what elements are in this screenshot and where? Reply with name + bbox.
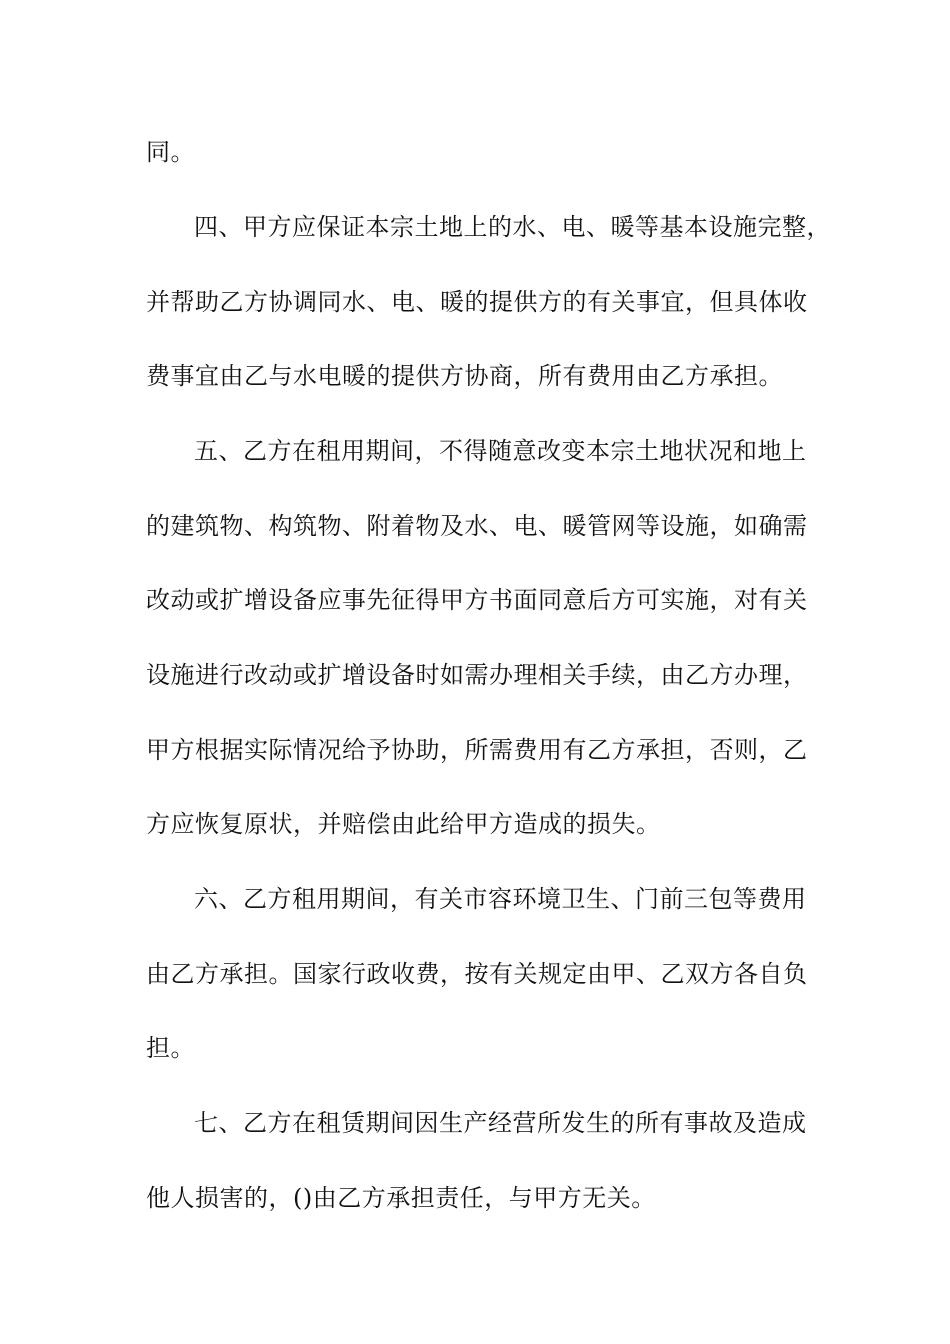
text-line: 的建筑物、构筑物、附着物及水、电、暖管网等设施，如确需 [146,512,808,540]
text-line: 同。 [146,138,195,166]
text-line: 担。 [146,1034,195,1062]
paragraph-four-line: 四、甲方应保证本宗土地上的水、电、暖等基本设施完整， [194,213,831,241]
text-line: 设施进行改动或扩增设备时如需办理相关手续，由乙方办理， [146,661,808,689]
text-line: 他人损害的，()由乙方承担责任，与甲方无关。 [146,1184,656,1212]
text-line: 方应恢复原状，并赔偿由此给甲方造成的损失。 [146,810,661,838]
text-line: 由乙方承担。国家行政收费，按有关规定由甲、乙双方各自负 [146,960,808,988]
paragraph-seven-line: 七、乙方在租赁期间因生产经营所发生的所有事故及造成 [194,1109,807,1137]
text-line: 改动或扩增设备应事先征得甲方书面同意后方可实施，对有关 [146,586,808,614]
paragraph-five-line: 五、乙方在租用期间，不得随意改变本宗土地状况和地上 [194,437,807,465]
text-line: 甲方根据实际情况给予协助，所需费用有乙方承担，否则，乙 [146,736,808,764]
text-line: 并帮助乙方协调同水、电、暖的提供方的有关事宜，但具体收 [146,288,808,316]
text-line: 费事宜由乙与水电暖的提供方协商，所有费用由乙方承担。 [146,362,783,390]
paragraph-six-line: 六、乙方租用期间，有关市容环境卫生、门前三包等费用 [194,885,807,913]
